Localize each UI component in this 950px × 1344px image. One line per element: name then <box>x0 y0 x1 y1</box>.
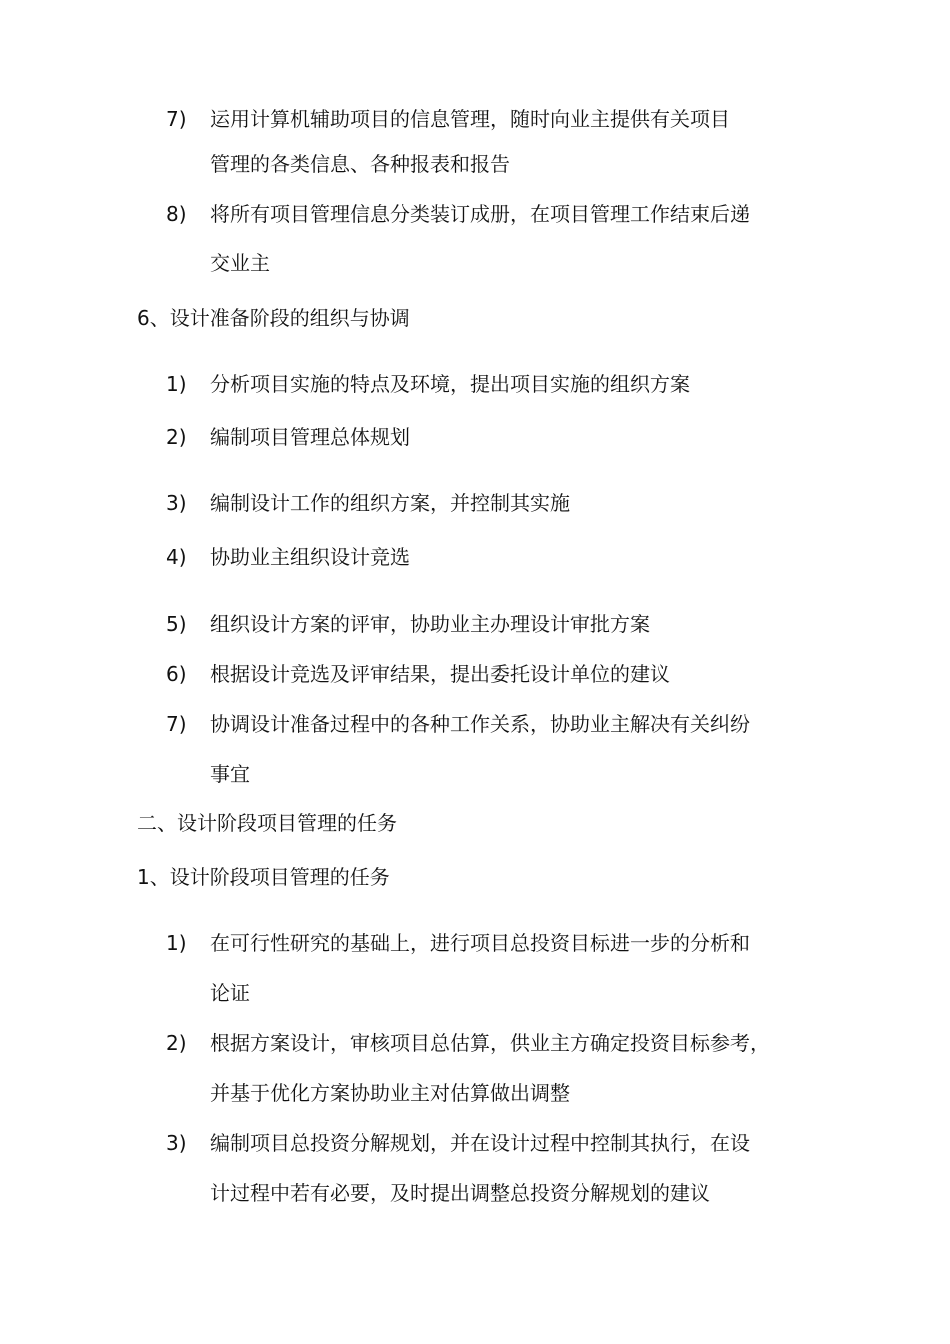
list-item-text: 编制设计工作的组织方案，并控制其实施 <box>210 491 570 515</box>
list-item-text: 运用计算机辅助项目的信息管理，随时向业主提供有关项目 <box>210 107 730 131</box>
list-item-text: 将所有项目管理信息分类装订成册，在项目管理工作结束后递 <box>210 202 750 226</box>
section-heading: 6、设计准备阶段的组织与协调 <box>137 306 410 330</box>
list-number: 6) <box>166 662 187 686</box>
list-number: 3) <box>166 491 187 515</box>
list-number: 1) <box>166 372 187 396</box>
list-item-text: 计过程中若有必要，及时提出调整总投资分解规划的建议 <box>210 1181 710 1205</box>
list-item-text: 在可行性研究的基础上，进行项目总投资目标进一步的分析和 <box>210 931 750 955</box>
list-number: 3) <box>166 1131 187 1155</box>
list-item-text: 并基于优化方案协助业主对估算做出调整 <box>210 1081 570 1105</box>
list-number: 7) <box>166 712 187 736</box>
list-number: 8) <box>166 202 187 226</box>
subsection-heading: 1、设计阶段项目管理的任务 <box>137 865 390 889</box>
list-item-text: 分析项目实施的特点及环境，提出项目实施的组织方案 <box>210 372 690 396</box>
list-item-text: 根据方案设计，审核项目总估算，供业主方确定投资目标参考， <box>210 1031 770 1055</box>
list-number: 7) <box>166 107 187 131</box>
list-item-text: 编制项目管理总体规划 <box>210 425 410 449</box>
list-item-text: 事宜 <box>210 762 250 786</box>
list-item-text: 根据设计竞选及评审结果，提出委托设计单位的建议 <box>210 662 670 686</box>
list-number: 2) <box>166 1031 187 1055</box>
list-item-text: 交业主 <box>210 251 270 275</box>
list-number: 2) <box>166 425 187 449</box>
list-number: 4) <box>166 545 187 569</box>
list-item-text: 协调设计准备过程中的各种工作关系，协助业主解决有关纠纷 <box>210 712 750 736</box>
list-item-text: 管理的各类信息、各种报表和报告 <box>210 152 510 176</box>
list-item-text: 编制项目总投资分解规划，并在设计过程中控制其执行，在设 <box>210 1131 750 1155</box>
list-item-text: 协助业主组织设计竞选 <box>210 545 410 569</box>
list-item-text: 论证 <box>210 981 250 1005</box>
section-heading: 二、设计阶段项目管理的任务 <box>137 811 397 835</box>
list-number: 1) <box>166 931 187 955</box>
list-item-text: 组织设计方案的评审，协助业主办理设计审批方案 <box>210 612 650 636</box>
list-number: 5) <box>166 612 187 636</box>
